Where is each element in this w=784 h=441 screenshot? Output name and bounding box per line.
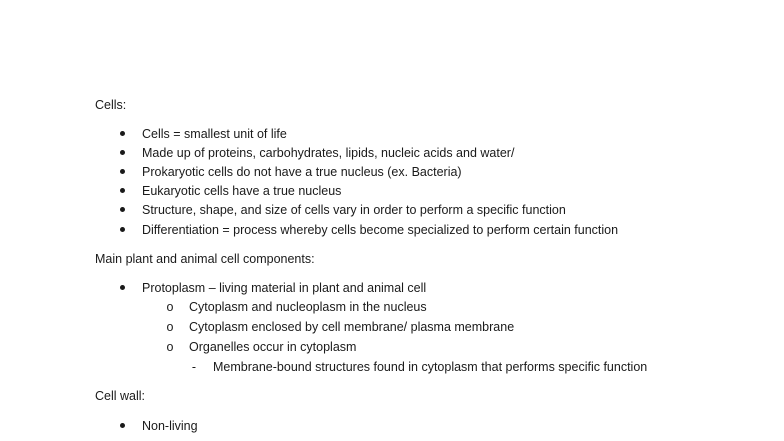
section-heading-cell-wall: Cell wall:	[95, 389, 146, 403]
bullet-marker	[115, 202, 129, 218]
bullet-marker	[115, 126, 129, 142]
bullet-marker	[115, 222, 129, 238]
bullet-marker	[115, 145, 129, 161]
list-item-text: Membrane-bound structures found in cytoplasm that performs specific function	[213, 360, 648, 374]
list-item-text: Cytoplasm and nucleoplasm in the nucleus	[189, 300, 427, 314]
list-item-text: Structure, shape, and size of cells vary in order to perform a specific function	[142, 203, 566, 217]
list-item-text: Differentiation = process whereby cells become specialized to perform certain function	[142, 223, 619, 237]
list-item-text: Prokaryotic cells do not have a true nucleus (ex. Bacteria)	[142, 165, 462, 179]
list-item-text: Organelles occur in cytoplasm	[189, 340, 357, 354]
list-item-text: Cells = smallest unit of life	[142, 127, 287, 141]
list-item-text: Cytoplasm enclosed by cell membrane/ plasma membrane	[189, 320, 515, 334]
list-item-text: Eukaryotic cells have a true nucleus	[142, 184, 342, 198]
bullet-marker	[115, 280, 129, 296]
bullet-marker	[115, 183, 129, 199]
bullet-marker: -	[191, 360, 197, 374]
list-item-text: Protoplasm – living material in plant and animal cell	[142, 281, 427, 295]
bullet-marker	[115, 164, 129, 180]
bullet-marker: o	[166, 320, 174, 334]
bullet-marker: o	[166, 300, 174, 314]
list-item-text: Made up of proteins, carbohydrates, lipids, nucleic acids and water/	[142, 146, 515, 160]
bullet-marker: o	[166, 340, 174, 354]
section-heading-cells: Cells:	[95, 98, 127, 112]
bullet-marker	[115, 418, 129, 434]
section-heading-components: Main plant and animal cell components:	[95, 252, 315, 266]
list-item-text: Non-living	[142, 419, 198, 433]
